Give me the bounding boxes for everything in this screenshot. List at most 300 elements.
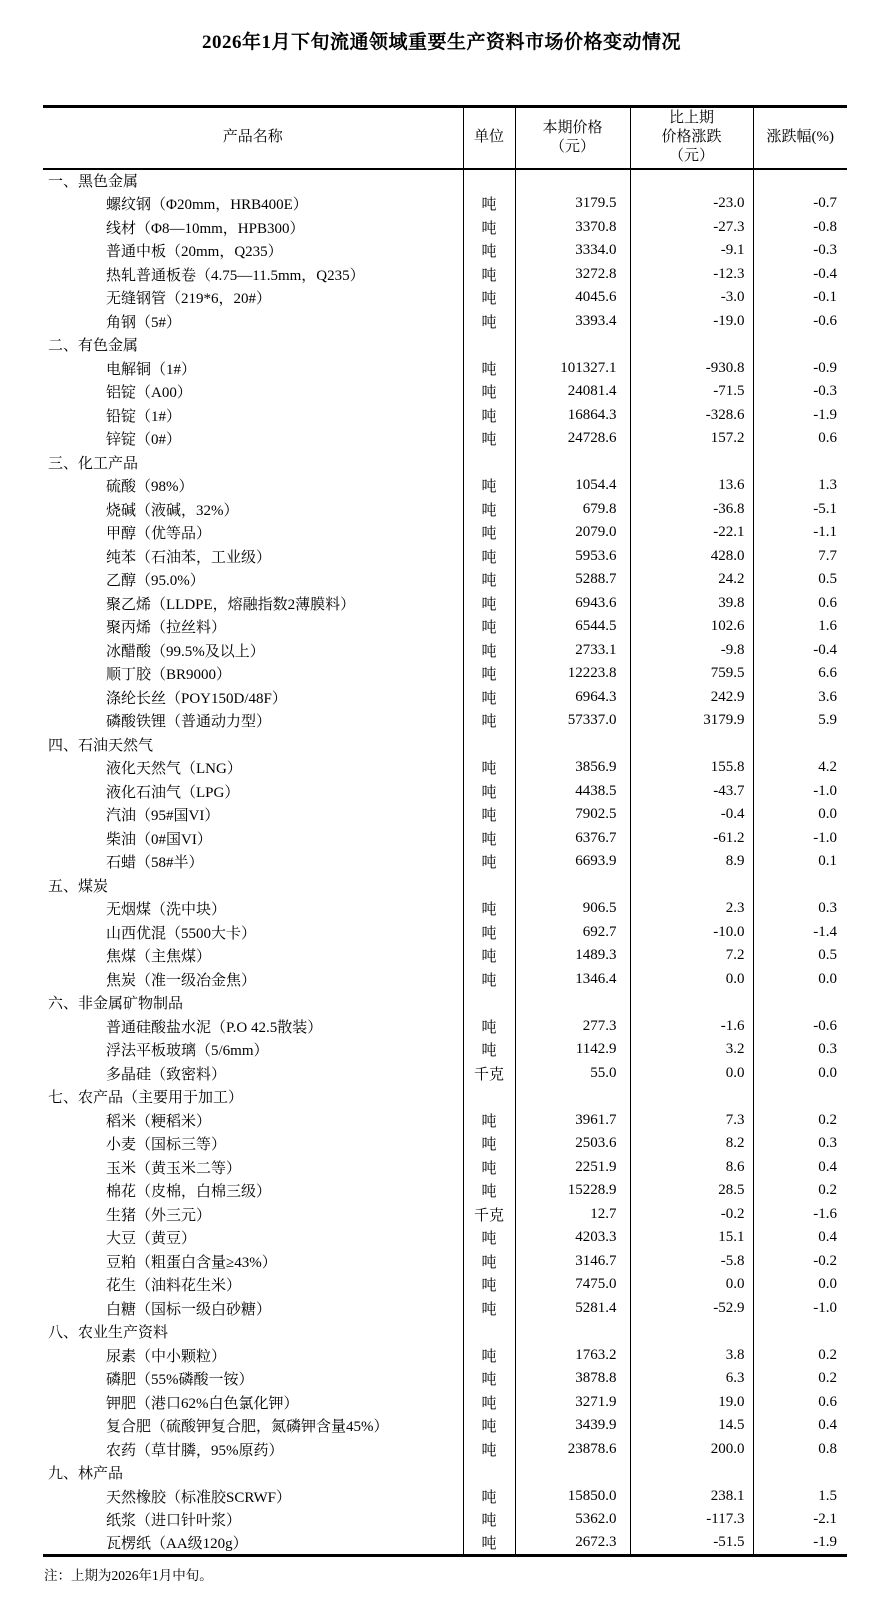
product-unit-cell: 吨 (463, 239, 515, 263)
product-price-cell: 6544.5 (515, 615, 630, 639)
product-price-cell: 3878.8 (515, 1367, 630, 1391)
product-pct-cell: 1.5 (818, 1487, 837, 1504)
product-change-cell: 2.3 (630, 897, 753, 921)
product-price-cell: 2079.0 (515, 521, 630, 545)
product-pct-cell: 0.3 (818, 1135, 837, 1152)
footnote: 注：上期为2026年1月中旬。 (44, 1568, 213, 1583)
product-unit-cell: 吨 (463, 1344, 515, 1368)
product-name-cell: 花生（油料花生米） (43, 1273, 463, 1297)
product-price-cell: 4045.6 (515, 286, 630, 310)
product-pct-cell: 0.0 (818, 1276, 837, 1293)
product-price-cell: 7902.5 (515, 803, 630, 827)
product-pct-cell: -0.4 (813, 641, 837, 658)
product-unit-cell: 吨 (463, 1038, 515, 1062)
product-name-cell: 液化石油气（LPG） (43, 780, 463, 804)
product-row (43, 1485, 847, 1509)
product-pct-cell: -0.1 (813, 289, 837, 306)
product-price-cell: 6376.7 (515, 827, 630, 851)
product-row (43, 803, 847, 827)
product-unit-cell: 吨 (463, 1132, 515, 1156)
product-price-cell: 3334.0 (515, 239, 630, 263)
product-row (43, 1367, 847, 1391)
product-name-cell: 汽油（95#国VI） (43, 803, 463, 827)
section-empty-cell (630, 733, 753, 757)
product-unit-cell: 吨 (463, 944, 515, 968)
product-pct-cell: 0.6 (818, 594, 837, 611)
product-unit-cell: 吨 (463, 850, 515, 874)
product-unit-cell: 吨 (463, 662, 515, 686)
product-row (43, 615, 847, 639)
product-price-cell: 3271.9 (515, 1391, 630, 1415)
product-change-cell: -328.6 (630, 404, 753, 428)
product-price-cell: 6964.3 (515, 686, 630, 710)
product-name-cell: 烧碱（液碱，32%） (43, 498, 463, 522)
product-unit-cell: 吨 (463, 1109, 515, 1133)
product-pct-cell: 0.3 (818, 900, 837, 917)
section-row (43, 991, 847, 1015)
product-price-cell: 277.3 (515, 1015, 630, 1039)
product-row (43, 1038, 847, 1062)
section-row (43, 1085, 847, 1109)
product-price-cell: 3961.7 (515, 1109, 630, 1133)
product-change-cell: -52.9 (630, 1297, 753, 1321)
product-change-cell: 200.0 (630, 1438, 753, 1462)
product-name-cell: 磷酸铁锂（普通动力型） (43, 709, 463, 733)
product-unit-cell: 吨 (463, 1297, 515, 1321)
product-name-cell: 山西优混（5500大卡） (43, 921, 463, 945)
product-pct-cell: -1.1 (813, 524, 837, 541)
section-empty-cell (630, 333, 753, 357)
product-unit-cell: 吨 (463, 1532, 515, 1556)
product-pct-cell: -0.2 (813, 1252, 837, 1269)
product-row (43, 1438, 847, 1462)
product-row (43, 568, 847, 592)
product-row (43, 521, 847, 545)
product-name-cell: 玉米（黄玉米二等） (43, 1156, 463, 1180)
product-name-cell: 稻米（粳稻米） (43, 1109, 463, 1133)
product-pct-cell: 0.2 (818, 1182, 837, 1199)
product-pct-cell: -2.1 (813, 1511, 837, 1528)
product-price-cell: 24728.6 (515, 427, 630, 451)
product-name-cell: 涤纶长丝（POY150D/48F） (43, 686, 463, 710)
product-row (43, 897, 847, 921)
product-pct-cell: 0.2 (818, 1111, 837, 1128)
product-name-cell: 角钢（5#） (43, 310, 463, 334)
product-name-cell: 顺丁胶（BR9000） (43, 662, 463, 686)
section-row (43, 733, 847, 757)
product-unit-cell: 吨 (463, 1391, 515, 1415)
product-unit-cell: 吨 (463, 756, 515, 780)
product-change-cell: 8.6 (630, 1156, 753, 1180)
product-change-cell: 28.5 (630, 1179, 753, 1203)
product-pct-cell: -0.7 (813, 195, 837, 212)
section-title-cell: 二、有色金属 (43, 333, 463, 357)
product-pct-cell: -1.4 (813, 923, 837, 940)
section-empty-cell (463, 991, 515, 1015)
product-name-cell: 纸浆（进口针叶浆） (43, 1508, 463, 1532)
product-change-cell: -43.7 (630, 780, 753, 804)
product-pct-cell: 0.4 (818, 1158, 837, 1175)
product-pct-cell: -1.0 (813, 1299, 837, 1316)
product-row (43, 216, 847, 240)
product-row (43, 662, 847, 686)
product-change-cell: 14.5 (630, 1414, 753, 1438)
section-row (43, 169, 847, 193)
product-name-cell: 小麦（国标三等） (43, 1132, 463, 1156)
product-unit-cell: 吨 (463, 380, 515, 404)
product-row (43, 1532, 847, 1556)
product-change-cell: -51.5 (630, 1532, 753, 1556)
product-change-cell: -9.8 (630, 639, 753, 663)
section-empty-cell (753, 169, 847, 193)
section-title-cell: 七、农产品（主要用于加工） (43, 1085, 463, 1109)
product-row (43, 192, 847, 216)
header-product-name: 产品名称 (43, 107, 463, 169)
product-change-cell: -71.5 (630, 380, 753, 404)
product-change-cell: 3.2 (630, 1038, 753, 1062)
product-pct-cell: -1.0 (813, 829, 837, 846)
product-change-cell: 39.8 (630, 592, 753, 616)
section-title-cell: 九、林产品 (43, 1461, 463, 1485)
section-title-cell: 一、黑色金属 (43, 169, 463, 193)
section-empty-cell (630, 451, 753, 475)
product-price-cell: 679.8 (515, 498, 630, 522)
product-price-cell: 57337.0 (515, 709, 630, 733)
product-row (43, 1226, 847, 1250)
product-name-cell: 纯苯（石油苯，工业级） (43, 545, 463, 569)
product-row (43, 944, 847, 968)
product-price-cell: 15228.9 (515, 1179, 630, 1203)
product-price-cell: 7475.0 (515, 1273, 630, 1297)
product-price-cell: 12223.8 (515, 662, 630, 686)
product-name-cell: 天然橡胶（标准胶SCRWF） (43, 1485, 463, 1509)
product-unit-cell: 吨 (463, 216, 515, 240)
product-pct-cell: -0.4 (813, 265, 837, 282)
product-change-cell: -0.2 (630, 1203, 753, 1227)
section-empty-cell (630, 1320, 753, 1344)
product-change-cell: 238.1 (630, 1485, 753, 1509)
product-unit-cell: 吨 (463, 568, 515, 592)
product-unit-cell: 吨 (463, 897, 515, 921)
header-unit: 单位 (463, 107, 515, 169)
product-price-cell: 1763.2 (515, 1344, 630, 1368)
product-price-cell: 6693.9 (515, 850, 630, 874)
product-price-cell: 2503.6 (515, 1132, 630, 1156)
product-row (43, 709, 847, 733)
product-row (43, 498, 847, 522)
product-price-cell: 906.5 (515, 897, 630, 921)
page-title: 2026年1月下旬流通领域重要生产资料市场价格变动情况 (201, 32, 681, 53)
product-name-cell: 螺纹钢（Φ20mm，HRB400E） (43, 192, 463, 216)
product-row (43, 545, 847, 569)
product-row (43, 1344, 847, 1368)
product-unit-cell: 吨 (463, 357, 515, 381)
product-price-cell: 2733.1 (515, 639, 630, 663)
product-change-cell: 6.3 (630, 1367, 753, 1391)
product-row (43, 1062, 847, 1086)
section-empty-cell (515, 1320, 630, 1344)
header-current-price-line2: （元） (549, 138, 595, 155)
section-empty-cell (463, 1085, 515, 1109)
section-empty-cell (515, 1085, 630, 1109)
product-pct-cell: -0.3 (813, 383, 837, 400)
product-unit-cell: 吨 (463, 1367, 515, 1391)
product-name-cell: 复合肥（硫酸钾复合肥，氮磷钾含量45%） (43, 1414, 463, 1438)
product-price-cell: 3370.8 (515, 216, 630, 240)
header-current-price-line1: 本期价格 (542, 119, 603, 136)
product-row (43, 1203, 847, 1227)
product-unit-cell: 吨 (463, 498, 515, 522)
section-row (43, 1320, 847, 1344)
product-pct-cell: 7.7 (818, 547, 837, 564)
product-pct-cell: -1.9 (813, 1534, 837, 1550)
product-change-cell: -61.2 (630, 827, 753, 851)
header-row (43, 107, 847, 169)
product-unit-cell: 吨 (463, 192, 515, 216)
product-price-cell: 5288.7 (515, 568, 630, 592)
product-unit-cell: 吨 (463, 404, 515, 428)
product-name-cell: 铅锭（1#） (43, 404, 463, 428)
section-empty-cell (463, 451, 515, 475)
product-price-cell: 3179.5 (515, 192, 630, 216)
product-price-cell: 3272.8 (515, 263, 630, 287)
product-change-cell: 13.6 (630, 474, 753, 498)
product-pct-cell: 0.5 (818, 947, 837, 964)
product-unit-cell: 吨 (463, 545, 515, 569)
product-name-cell: 普通中板（20mm，Q235） (43, 239, 463, 263)
product-price-cell: 3439.9 (515, 1414, 630, 1438)
product-price-cell: 5281.4 (515, 1297, 630, 1321)
product-row (43, 310, 847, 334)
product-name-cell: 白糖（国标一级白砂糖） (43, 1297, 463, 1321)
section-empty-cell (463, 733, 515, 757)
product-row (43, 968, 847, 992)
product-unit-cell: 吨 (463, 474, 515, 498)
product-change-cell: 3179.9 (630, 709, 753, 733)
product-pct-cell: 0.0 (818, 1064, 837, 1081)
section-empty-cell (630, 1085, 753, 1109)
product-price-cell: 101327.1 (515, 357, 630, 381)
product-price-cell: 3393.4 (515, 310, 630, 334)
product-change-cell: -5.8 (630, 1250, 753, 1274)
product-row (43, 239, 847, 263)
product-name-cell: 农药（草甘膦，95%原药） (43, 1438, 463, 1462)
product-pct-cell: -1.0 (813, 782, 837, 799)
product-row (43, 286, 847, 310)
section-empty-cell (463, 1461, 515, 1485)
section-row (43, 451, 847, 475)
product-change-cell: 15.1 (630, 1226, 753, 1250)
product-price-cell: 1142.9 (515, 1038, 630, 1062)
product-price-cell: 2251.9 (515, 1156, 630, 1180)
product-change-cell: -22.1 (630, 521, 753, 545)
product-pct-cell: -0.3 (813, 242, 837, 259)
product-row (43, 1414, 847, 1438)
section-empty-cell (515, 991, 630, 1015)
product-unit-cell: 吨 (463, 1179, 515, 1203)
header-change-percent: 涨跌幅(%) (753, 107, 847, 169)
product-unit-cell: 吨 (463, 686, 515, 710)
product-row (43, 1179, 847, 1203)
product-pct-cell: 0.6 (818, 1393, 837, 1410)
product-name-cell: 普通硅酸盐水泥（P.O 42.5散装） (43, 1015, 463, 1039)
product-change-cell: -36.8 (630, 498, 753, 522)
product-price-cell: 2672.3 (515, 1532, 630, 1556)
header-price-change-line2: 价格涨跌 (661, 129, 722, 146)
product-pct-cell: -0.9 (813, 359, 837, 376)
product-unit-cell: 吨 (463, 780, 515, 804)
product-price-cell: 16864.3 (515, 404, 630, 428)
product-change-cell: -9.1 (630, 239, 753, 263)
section-empty-cell (630, 1461, 753, 1485)
product-pct-cell: 0.8 (818, 1440, 837, 1457)
product-name-cell: 硫酸（98%） (43, 474, 463, 498)
product-pct-cell: -0.6 (813, 312, 837, 329)
product-row (43, 1015, 847, 1039)
product-change-cell: 7.3 (630, 1109, 753, 1133)
product-row (43, 592, 847, 616)
product-pct-cell: 0.4 (818, 1229, 837, 1246)
product-price-cell: 692.7 (515, 921, 630, 945)
product-name-cell: 冰醋酸（99.5%及以上） (43, 639, 463, 663)
product-unit-cell: 吨 (463, 286, 515, 310)
product-pct-cell: 3.6 (818, 688, 837, 705)
product-change-cell: 102.6 (630, 615, 753, 639)
product-name-cell: 乙醇（95.0%） (43, 568, 463, 592)
section-empty-cell (515, 333, 630, 357)
product-row (43, 639, 847, 663)
product-row (43, 404, 847, 428)
section-title-cell: 四、石油天然气 (43, 733, 463, 757)
section-row (43, 874, 847, 898)
product-pct-cell: 0.6 (818, 430, 837, 447)
product-unit-cell: 吨 (463, 1438, 515, 1462)
section-empty-cell (753, 733, 847, 757)
product-name-cell: 柴油（0#国VI） (43, 827, 463, 851)
product-name-cell: 豆粕（粗蛋白含量≥43%） (43, 1250, 463, 1274)
product-unit-cell: 吨 (463, 521, 515, 545)
product-row (43, 380, 847, 404)
section-empty-cell (753, 1085, 847, 1109)
product-change-cell: -10.0 (630, 921, 753, 945)
product-name-cell: 无烟煤（洗中块） (43, 897, 463, 921)
product-pct-cell: 1.3 (818, 477, 837, 494)
product-row (43, 263, 847, 287)
section-empty-cell (753, 874, 847, 898)
product-price-cell: 15850.0 (515, 1485, 630, 1509)
product-unit-cell: 吨 (463, 803, 515, 827)
product-name-cell: 钾肥（港口62%白色氯化钾） (43, 1391, 463, 1415)
product-change-cell: 0.0 (630, 1062, 753, 1086)
product-pct-cell: 0.3 (818, 1041, 837, 1058)
section-empty-cell (515, 1461, 630, 1485)
product-change-cell: -0.4 (630, 803, 753, 827)
product-unit-cell: 吨 (463, 639, 515, 663)
product-row (43, 1391, 847, 1415)
section-empty-cell (753, 1320, 847, 1344)
product-pct-cell: -0.6 (813, 1017, 837, 1034)
product-pct-cell: 0.5 (818, 571, 837, 588)
product-pct-cell: 0.4 (818, 1417, 837, 1434)
section-empty-cell (515, 874, 630, 898)
product-price-cell: 3146.7 (515, 1250, 630, 1274)
product-change-cell: -27.3 (630, 216, 753, 240)
product-change-cell: -12.3 (630, 263, 753, 287)
product-change-cell: 428.0 (630, 545, 753, 569)
product-row (43, 850, 847, 874)
product-unit-cell: 吨 (463, 921, 515, 945)
product-unit-cell: 吨 (463, 615, 515, 639)
product-row (43, 756, 847, 780)
product-row (43, 1132, 847, 1156)
section-empty-cell (630, 874, 753, 898)
product-pct-cell: 0.2 (818, 1346, 837, 1363)
price-table (43, 105, 847, 1557)
product-unit-cell: 吨 (463, 1508, 515, 1532)
product-name-cell: 瓦楞纸（AA级120g） (43, 1532, 463, 1556)
section-empty-cell (753, 991, 847, 1015)
section-title-cell: 八、农业生产资料 (43, 1320, 463, 1344)
product-name-cell: 棉花（皮棉，白棉三级） (43, 1179, 463, 1203)
product-name-cell: 热轧普通板卷（4.75—11.5mm，Q235） (43, 263, 463, 287)
product-change-cell: 24.2 (630, 568, 753, 592)
section-empty-cell (463, 333, 515, 357)
product-name-cell: 聚乙烯（LLDPE，熔融指数2薄膜料） (43, 592, 463, 616)
product-unit-cell: 吨 (463, 1015, 515, 1039)
product-pct-cell: -5.1 (813, 500, 837, 517)
product-price-cell: 1489.3 (515, 944, 630, 968)
product-unit-cell: 吨 (463, 592, 515, 616)
product-row (43, 1109, 847, 1133)
product-name-cell: 生猪（外三元） (43, 1203, 463, 1227)
product-change-cell: -117.3 (630, 1508, 753, 1532)
product-price-cell: 24081.4 (515, 380, 630, 404)
product-name-cell: 锌锭（0#） (43, 427, 463, 451)
product-price-cell: 5362.0 (515, 1508, 630, 1532)
product-name-cell: 无缝钢管（219*6，20#） (43, 286, 463, 310)
header-price-change-line1: 比上期 (668, 110, 714, 127)
product-price-cell: 55.0 (515, 1062, 630, 1086)
product-change-cell: 3.8 (630, 1344, 753, 1368)
product-name-cell: 甲醇（优等品） (43, 521, 463, 545)
product-unit-cell: 吨 (463, 827, 515, 851)
product-unit-cell: 吨 (463, 1414, 515, 1438)
product-unit-cell: 吨 (463, 1226, 515, 1250)
product-row (43, 474, 847, 498)
product-change-cell: -1.6 (630, 1015, 753, 1039)
product-price-cell: 1346.4 (515, 968, 630, 992)
product-name-cell: 电解铜（1#） (43, 357, 463, 381)
section-empty-cell (515, 733, 630, 757)
section-empty-cell (753, 333, 847, 357)
product-change-cell: -19.0 (630, 310, 753, 334)
product-change-cell: 7.2 (630, 944, 753, 968)
section-empty-cell (515, 169, 630, 193)
section-title-cell: 五、煤炭 (43, 874, 463, 898)
product-pct-cell: -0.8 (813, 218, 837, 235)
product-row (43, 1508, 847, 1532)
product-change-cell: 242.9 (630, 686, 753, 710)
product-name-cell: 大豆（黄豆） (43, 1226, 463, 1250)
product-change-cell: 8.9 (630, 850, 753, 874)
table-body (43, 169, 847, 1556)
product-pct-cell: 0.1 (818, 853, 837, 870)
product-pct-cell: 5.9 (818, 712, 837, 729)
product-price-cell: 4203.3 (515, 1226, 630, 1250)
header-current-price (515, 107, 630, 169)
product-price-cell: 5953.6 (515, 545, 630, 569)
product-unit-cell: 吨 (463, 1485, 515, 1509)
